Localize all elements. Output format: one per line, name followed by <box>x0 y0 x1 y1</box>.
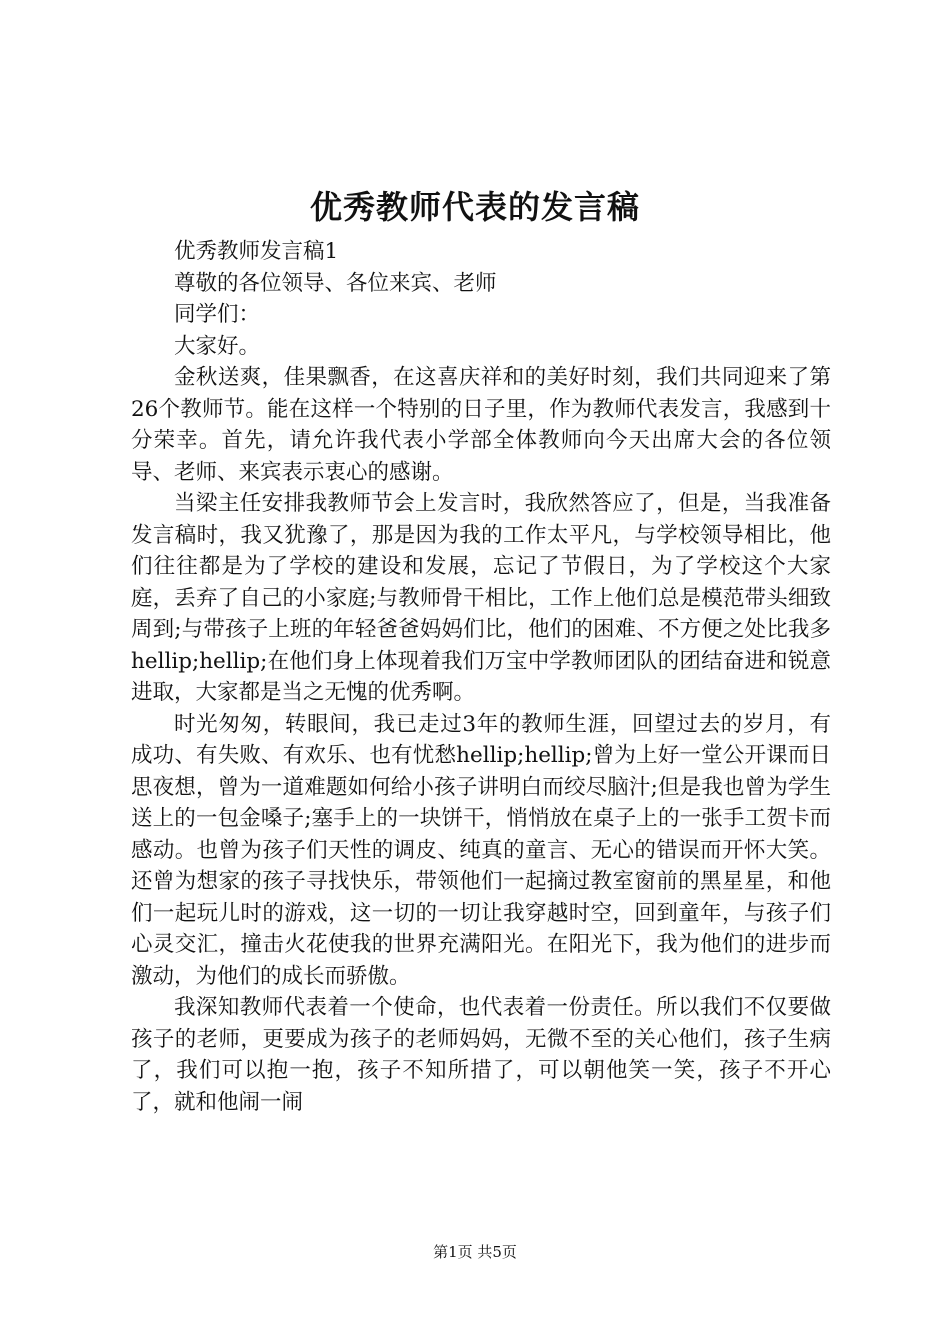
document-title: 优秀教师代表的发言稿 <box>309 188 640 226</box>
paragraph-salutation: 尊敬的各位领导、各位来宾、老师 <box>174 270 497 296</box>
paragraph-greeting: 大家好。 <box>174 333 261 359</box>
paragraph: 金秋送爽，佳果飘香，在这喜庆祥和的美好时刻，我们共同迎来了第26个教师节。能在这样一个特别的日子里，作为教师代表发言，我感到十分荣幸。首先，请允许我代表小学部全体教师向今天出席大会的各位领导、老师、来宾表示衷心的感谢。 <box>131 365 831 485</box>
paragraph: 我深知教师代表着一个使命，也代表着一份责任。所以我们不仅要做孩子的老师，更要成为孩子的老师妈妈，无微不至的关心他们，孩子生病了，我们可以抱一抱，孩子不知所措了，可以朝他笑一笑，孩子不开心了，就和他闹一闹 <box>131 995 831 1115</box>
paragraph: 当梁主任安排我教师节会上发言时，我欣然答应了，但是，当我准备发言稿时，我又犹豫了，那是因为我的工作太平凡，与学校领导相比，他们往往都是为了学校的建设和发展，忘记了节假日，为了学校这个大家庭，丢弃了自己的小家庭;与教师骨干相比，工作上他们总是模范带头细致周到;与带孩子上班的年轻爸爸妈妈们比，他们的困难、不方便之处比我多hellip;hellip;在他们身上体现着我们万宝中学教师团队的团结奋进和锐意进取，大家都是当之无愧的优秀啊。 <box>131 491 831 705</box>
paragraph-heading: 优秀教师发言稿1 <box>174 239 339 264</box>
paragraph-salutation-2: 同学们： <box>174 302 261 327</box>
page-number-footer: 第1页 共5页 <box>433 1243 517 1261</box>
document-body <box>131 236 831 1118</box>
paragraph: 时光匆匆，转眼间，我已走过3年的教师生涯，回望过去的岁月，有成功、有失败、有欢乐、也有忧愁hellip;hellip;曾为上好一堂公开课而日思夜想，曾为一道难题如何给小孩子讲明白而绞尽脑汁;但是我也曾为学生送上的一包金嗓子;塞手上的一块饼干，悄悄放在桌子上的一张手工贺卡而感动。也曾为孩子们天性的调皮、纯真的童言、无心的错误而开怀大笑。还曾为想家的孩子寻找快乐，带领他们一起摘过教室窗前的黑星星，和他们一起玩儿时的游戏，这一切的一切让我穿越时空，回到童年，与孩子们心灵交汇，撞击火花使我的世界充满阳光。在阳光下，我为他们的进步而激动，为他们的成长而骄傲。 <box>131 711 831 989</box>
